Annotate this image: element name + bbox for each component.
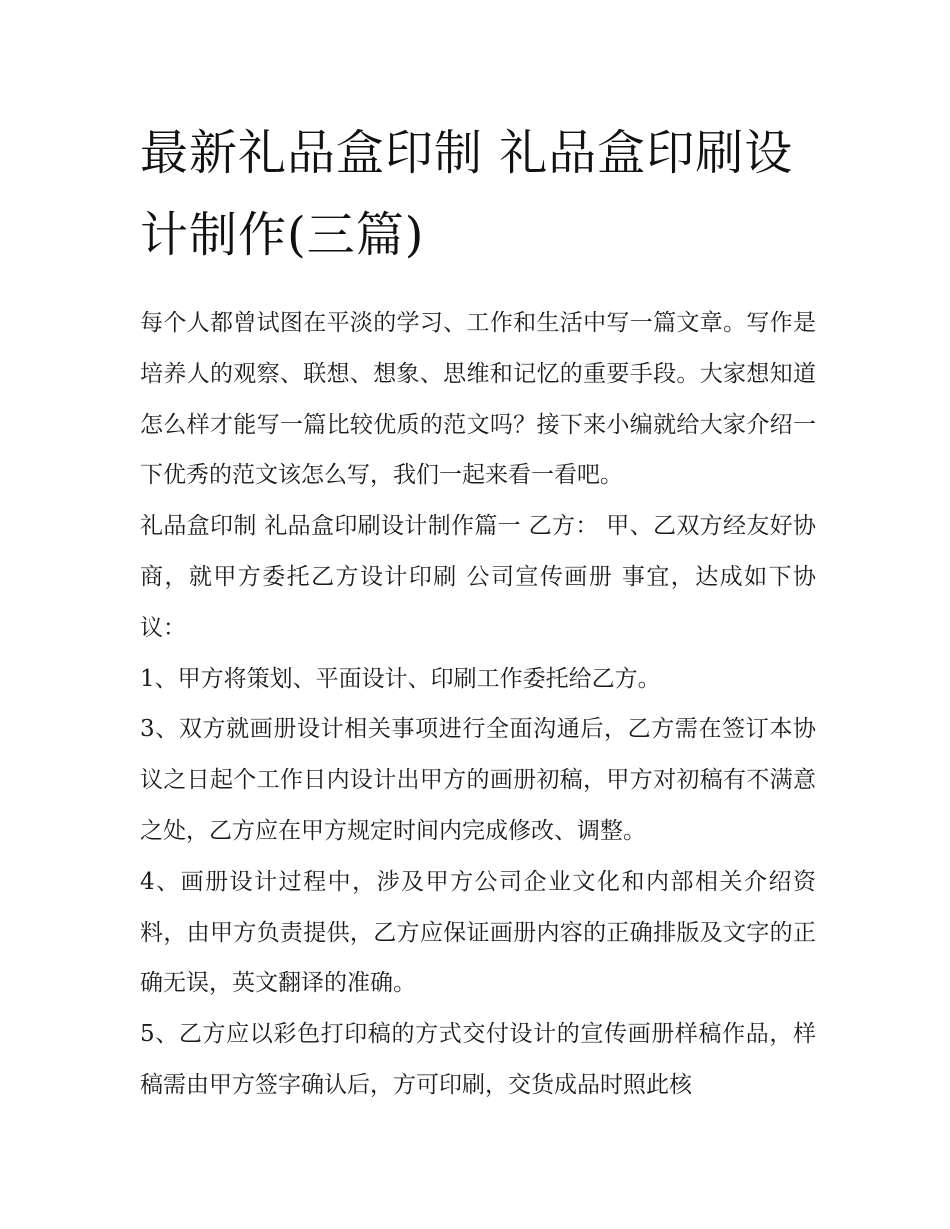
clause-5-paragraph: 5、乙方应以彩色打印稿的方式交付设计的宣传画册样稿作品，样稿需由甲方签字确认后，方可印刷，交货成品时照此核: [140, 1021, 816, 1098]
clause-4-paragraph: 4、画册设计过程中，涉及甲方公司企业文化和内部相关介绍资料，由甲方负责提供，乙方应保证画册内容的正确排版及文字的正确无误，英文翻译的准确。: [140, 868, 816, 997]
document-content: [140, 112, 816, 1111]
agreement-intro-paragraph: 礼品盒印制 礼品盒印刷设计制作篇一 乙方： 甲、乙双方经友好协商，就甲方委托乙方设计印刷 公司宣传画册 事宜，达成如下协议：: [140, 513, 816, 641]
document-title: 最新礼品盒印制 礼品盒印刷设计制作(三篇): [140, 125, 794, 263]
document-body: [140, 298, 816, 1111]
clause-3-paragraph: 3、双方就画册设计相关事项进行全面沟通后，乙方需在签订本协议之日起个工作日内设计出甲方的画册初稿，甲方对初稿有不满意之处，乙方应在甲方规定时间内完成修改、调整。: [140, 716, 816, 844]
clause-1-paragraph: 1、甲方将策划、平面设计、印刷工作委托给乙方。: [140, 665, 661, 692]
intro-paragraph: 每个人都曾试图在平淡的学习、工作和生活中写一篇文章。写作是培养人的观察、联想、想象、思维和记忆的重要手段。大家想知道怎么样才能写一篇比较优质的范文吗？接下来小编就给大家介绍一下优秀的范文该怎么写，我们一起来看一看吧。: [140, 310, 816, 489]
